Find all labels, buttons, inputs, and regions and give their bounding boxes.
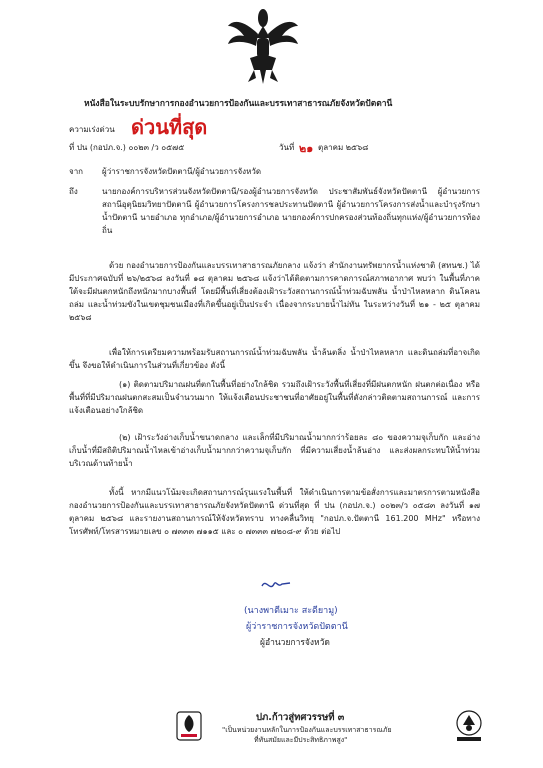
- pcbor-logo: [176, 711, 202, 741]
- date-month-year: ตุลาคม ๒๕๖๘: [318, 143, 369, 152]
- reference-number: ที่ ปน (กอปภ.จ.) ๐๐๒๓ /ว ๐๕๗๕: [69, 143, 185, 152]
- ddpm-logo: [453, 709, 485, 743]
- urgency-label: ความเร่งด่วน: [69, 125, 115, 134]
- to-label: ถึง: [69, 187, 78, 196]
- footer-tagline-1: "เป็นหน่วยงานหลักในการป้องกันและบรรเทาสาธารณภัย: [222, 726, 392, 734]
- memo-title: หนังสือในระบบรักษาการกองอำนวยการป้องกันและบรรเทาสาธารณภัยจังหวัดปัตตานี: [84, 99, 393, 109]
- signature: [256, 570, 326, 596]
- signatory-position: ผู้ว่าราชการจังหวัดปัตตานี: [246, 622, 348, 632]
- to-value: นายกองค์การบริหารส่วนจังหวัดปัตตานี/รองผู้อำนวยการจังหวัด ประชาสัมพันธ์จังหวัดปัตตานี ผู้อำนวยการสถานีอุตุนิยมวิทยาปัตตานี ผู้อำนวยการโครงการชลประทานปัตตานี ผู้อำนวยการโครงการส่งน้ำและบำรุงรักษาน้ำปัตตานี นายอำเภอ ทุกอำเภอ/ผู้อำนวยการอำเภอ นายกองค์การปกครองส่วนท้องถิ่นทุกแห่ง/ผู้อำนวยการท้องถิ่น: [102, 187, 480, 235]
- signatory-name: (นางพาตีเมาะ สะดียามู): [244, 606, 338, 616]
- body-paragraph-closing: ทั้งนี้ หากมีแนวโน้มจะเกิดสถานการณ์รุนแรงในพื้นที่ ให้ดำเนินการตามข้อสั่งการและมาตรการตามหนังสือกองอำนวยการป้องกันและบรรเทาสาธารณภัยจังหวัดปัตตานี ด่วนที่สุด ที่ ปน (กอปภ.จ.) ๐๐๒๓/ว ๐๕๘๓ ลงวันที่ ๑๗ ตุลาคม ๒๕๖๘ และรายงานสถานการณ์ให้จังหวัดทราบ ทางคลื่นวิทยุ "กอปภ.จ.ปัตตานี 161.200 MHz" หรือทางโทรศัพท์/โทรสารหมายเลข ๐ ๗๓๓๓ ๗๑๑๕ และ ๐ ๗๓๓๓ ๗๒๐๘-๙ ด้วย ต่อไป: [69, 488, 480, 536]
- date-day: ๒๑: [299, 142, 314, 155]
- body-item-2: (๒) เฝ้าระวังอ่างเก็บน้ำขนาดกลาง และเล็กที่มีปริมาณน้ำมากกว่าร้อยละ ๘๐ ของความจุเก็บกัก และอ่างเก็บน้ำที่มีสถิติปริมาณน้ำไหลเข้าอ่างเก็บน้ำมากกว่าความจุเก็บกัก ที่มีความเสี่ยงน้ำล้นอ่าง และส่งผลกระทบให้น้ำท่วมบริเวณด้านท้ายน้ำ: [69, 433, 480, 468]
- signatory-role: ผู้อำนวยการจังหวัด: [260, 638, 330, 648]
- from-label: จาก: [69, 167, 84, 176]
- urgency-stamp: ด่วนที่สุด: [131, 115, 208, 139]
- body-paragraph-1: ด้วย กองอำนวยการป้องกันและบรรเทาสาธารณภัยกลาง แจ้งว่า สำนักงานทรัพยากรน้ำแห่งชาติ (สทนช.) ได้มีประกาศฉบับที่ ๒๖/๒๕๖๘ ลงวันที่ ๑๘ ตุลาคม ๒๕๖๘ แจ้งว่าได้ติดตามการคาดการณ์สภาพอากาศ พบว่า ในพื้นที่ภาคใต้จะมีฝนตกหนักถึงหนักมากบางพื้นที่ โดยมีพื้นที่เสี่ยงต้องเฝ้าระวังสถานการณ์น้ำท่วมฉับพลัน น้ำป่าไหลหลาก ดินโคลนถล่ม และน้ำท่วมขังในเขตชุมชนเมืองที่เกิดขึ้นอยู่เป็นประจำ เนื่องจากระบายน้ำไม่ทัน ในระหว่างวันที่ ๒๑ - ๒๕ ตุลาคม ๒๕๖๘: [69, 261, 480, 322]
- garuda-emblem: [226, 4, 300, 84]
- from-value: ผู้ว่าราชการจังหวัดปัตตานี/ผู้อำนวยการจังหวัด: [102, 167, 262, 176]
- body-item-1: (๑) ติดตามปริมาณฝนที่ตกในพื้นที่อย่างใกล้ชิด รวมถึงเฝ้าระวังพื้นที่เสี่ยงที่มีฝนตกหนัก ฝนตกต่อเนื่อง หรือพื้นที่ที่มีปริมาณฝนตกสะสมเป็นจำนวนมาก ให้แจ้งเตือนประชาชนที่อาศัยอยู่ในพื้นที่ดังกล่าวติดตามสถานการณ์ และการแจ้งเตือนอย่างใกล้ชิด: [69, 380, 480, 415]
- footer-org: ปภ.ก้าวสู่ทศวรรษที่ ๓: [256, 712, 345, 723]
- footer-tagline-2: ที่ทันสมัยและมีประสิทธิภาพสูง": [254, 736, 348, 744]
- date-label: วันที่: [279, 143, 295, 152]
- body-paragraph-2: เพื่อให้การเตรียมความพร้อมรับสถานการณ์น้ำท่วมฉับพลัน น้ำล้นตลิ่ง น้ำป่าไหลหลาก และดินถล่มที่อาจเกิดขึ้น จึงขอให้ดำเนินการในส่วนที่เกี่ยวข้อง ดังนี้: [69, 348, 480, 370]
